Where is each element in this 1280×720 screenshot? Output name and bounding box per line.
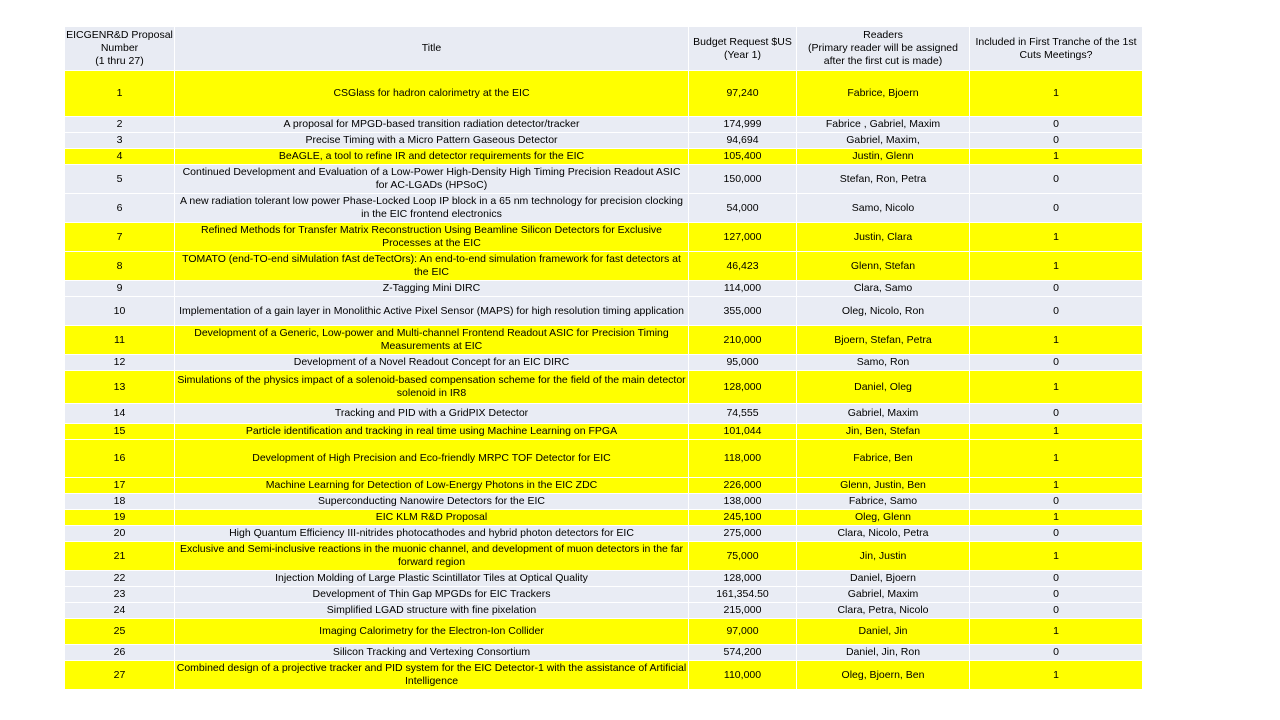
included-first-tranche-cell: 0 bbox=[970, 526, 1143, 542]
readers-cell: Gabriel, Maxim bbox=[797, 587, 970, 603]
budget-request-cell: 127,000 bbox=[689, 223, 797, 252]
table-row bbox=[65, 603, 1143, 619]
readers-cell: Gabriel, Maxim, bbox=[797, 133, 970, 149]
included-first-tranche-cell: 0 bbox=[970, 494, 1143, 510]
budget-request-cell: 118,000 bbox=[689, 440, 797, 478]
budget-request-cell: 210,000 bbox=[689, 326, 797, 355]
readers-cell: Fabrice, Samo bbox=[797, 494, 970, 510]
header-title: Title bbox=[175, 27, 689, 71]
table-row bbox=[65, 542, 1143, 571]
proposal-number-cell: 14 bbox=[65, 404, 175, 424]
proposal-number-cell: 24 bbox=[65, 603, 175, 619]
included-first-tranche-cell: 0 bbox=[970, 165, 1143, 194]
proposal-title-cell: Development of Thin Gap MPGDs for EIC Trackers bbox=[175, 587, 689, 603]
budget-request-cell: 46,423 bbox=[689, 252, 797, 281]
readers-cell: Fabrice , Gabriel, Maxim bbox=[797, 117, 970, 133]
proposal-number-cell: 10 bbox=[65, 297, 175, 326]
readers-cell: Daniel, Bjoern bbox=[797, 571, 970, 587]
proposal-title-cell: Injection Molding of Large Plastic Scintillator Tiles at Optical Quality bbox=[175, 571, 689, 587]
header-budget: Budget Request $US (Year 1) bbox=[689, 27, 797, 71]
table-row bbox=[65, 165, 1143, 194]
proposal-title-cell: Development of a Novel Readout Concept for an EIC DIRC bbox=[175, 355, 689, 371]
budget-request-cell: 97,000 bbox=[689, 619, 797, 645]
included-first-tranche-cell: 0 bbox=[970, 603, 1143, 619]
proposal-number-cell: 11 bbox=[65, 326, 175, 355]
proposal-title-cell: Implementation of a gain layer in Monolithic Active Pixel Sensor (MAPS) for high resolution timing application bbox=[175, 297, 689, 326]
budget-request-cell: 110,000 bbox=[689, 661, 797, 690]
budget-request-cell: 101,044 bbox=[689, 424, 797, 440]
included-first-tranche-cell: 1 bbox=[970, 252, 1143, 281]
table-row bbox=[65, 587, 1143, 603]
header-row bbox=[65, 27, 1143, 71]
table-row bbox=[65, 424, 1143, 440]
included-first-tranche-cell: 1 bbox=[970, 223, 1143, 252]
budget-request-cell: 226,000 bbox=[689, 478, 797, 494]
table-row bbox=[65, 494, 1143, 510]
readers-cell: Samo, Ron bbox=[797, 355, 970, 371]
table-row bbox=[65, 297, 1143, 326]
table-row bbox=[65, 371, 1143, 404]
header-included: Included in First Tranche of the 1st Cuts Meetings? bbox=[970, 27, 1143, 71]
table-row bbox=[65, 478, 1143, 494]
header-readers: Readers (Primary reader will be assigned after the first cut is made) bbox=[797, 27, 970, 71]
proposal-title-cell: Exclusive and Semi-inclusive reactions in the muonic channel, and development of muon detectors in the far forward region bbox=[175, 542, 689, 571]
readers-cell: Oleg, Glenn bbox=[797, 510, 970, 526]
readers-cell: Daniel, Jin, Ron bbox=[797, 645, 970, 661]
proposal-number-cell: 7 bbox=[65, 223, 175, 252]
readers-cell: Fabrice, Bjoern bbox=[797, 71, 970, 117]
readers-cell: Fabrice, Ben bbox=[797, 440, 970, 478]
proposal-number-cell: 8 bbox=[65, 252, 175, 281]
proposal-number-cell: 27 bbox=[65, 661, 175, 690]
proposal-number-cell: 12 bbox=[65, 355, 175, 371]
proposal-number-cell: 1 bbox=[65, 71, 175, 117]
proposal-title-cell: Z-Tagging Mini DIRC bbox=[175, 281, 689, 297]
budget-request-cell: 355,000 bbox=[689, 297, 797, 326]
proposal-title-cell: Precise Timing with a Micro Pattern Gaseous Detector bbox=[175, 133, 689, 149]
included-first-tranche-cell: 0 bbox=[970, 645, 1143, 661]
proposal-number-cell: 15 bbox=[65, 424, 175, 440]
proposal-number-cell: 21 bbox=[65, 542, 175, 571]
budget-request-cell: 150,000 bbox=[689, 165, 797, 194]
included-first-tranche-cell: 0 bbox=[970, 281, 1143, 297]
proposal-number-cell: 2 bbox=[65, 117, 175, 133]
proposal-title-cell: Simulations of the physics impact of a solenoid-based compensation scheme for the field of the main detector solenoid in IR8 bbox=[175, 371, 689, 404]
table-row bbox=[65, 645, 1143, 661]
proposal-number-cell: 5 bbox=[65, 165, 175, 194]
readers-cell: Glenn, Stefan bbox=[797, 252, 970, 281]
included-first-tranche-cell: 0 bbox=[970, 587, 1143, 603]
budget-request-cell: 275,000 bbox=[689, 526, 797, 542]
proposal-title-cell: Combined design of a projective tracker and PID system for the EIC Detector-1 with the assistance of Artificial Intelligence bbox=[175, 661, 689, 690]
proposal-number-cell: 9 bbox=[65, 281, 175, 297]
budget-request-cell: 114,000 bbox=[689, 281, 797, 297]
readers-cell: Justin, Clara bbox=[797, 223, 970, 252]
included-first-tranche-cell: 1 bbox=[970, 619, 1143, 645]
proposal-title-cell: EIC KLM R&D Proposal bbox=[175, 510, 689, 526]
readers-cell: Oleg, Nicolo, Ron bbox=[797, 297, 970, 326]
proposal-number-cell: 6 bbox=[65, 194, 175, 223]
proposal-title-cell: Development of High Precision and Eco-friendly MRPC TOF Detector for EIC bbox=[175, 440, 689, 478]
readers-cell: Oleg, Bjoern, Ben bbox=[797, 661, 970, 690]
readers-cell: Jin, Ben, Stefan bbox=[797, 424, 970, 440]
included-first-tranche-cell: 0 bbox=[970, 404, 1143, 424]
readers-cell: Jin, Justin bbox=[797, 542, 970, 571]
proposal-title-cell: Refined Methods for Transfer Matrix Reconstruction Using Beamline Silicon Detectors for Exclusive Processes at the EIC bbox=[175, 223, 689, 252]
proposal-title-cell: CSGlass for hadron calorimetry at the EIC bbox=[175, 71, 689, 117]
table-row bbox=[65, 223, 1143, 252]
table-row bbox=[65, 133, 1143, 149]
proposal-title-cell: BeAGLE, a tool to refine IR and detector requirements for the EIC bbox=[175, 149, 689, 165]
included-first-tranche-cell: 0 bbox=[970, 133, 1143, 149]
table-row bbox=[65, 619, 1143, 645]
budget-request-cell: 128,000 bbox=[689, 371, 797, 404]
budget-request-cell: 74,555 bbox=[689, 404, 797, 424]
readers-cell: Samo, Nicolo bbox=[797, 194, 970, 223]
readers-cell: Clara, Petra, Nicolo bbox=[797, 603, 970, 619]
header-proposal-number: EICGENR&D Proposal Number (1 thru 27) bbox=[65, 27, 175, 71]
budget-request-cell: 95,000 bbox=[689, 355, 797, 371]
proposal-number-cell: 13 bbox=[65, 371, 175, 404]
proposal-title-cell: Simplified LGAD structure with fine pixelation bbox=[175, 603, 689, 619]
table-row bbox=[65, 510, 1143, 526]
proposal-number-cell: 19 bbox=[65, 510, 175, 526]
proposal-title-cell: Particle identification and tracking in real time using Machine Learning on FPGA bbox=[175, 424, 689, 440]
proposal-number-cell: 25 bbox=[65, 619, 175, 645]
budget-request-cell: 245,100 bbox=[689, 510, 797, 526]
included-first-tranche-cell: 1 bbox=[970, 510, 1143, 526]
proposal-title-cell: Imaging Calorimetry for the Electron-Ion Collider bbox=[175, 619, 689, 645]
budget-request-cell: 174,999 bbox=[689, 117, 797, 133]
budget-request-cell: 138,000 bbox=[689, 494, 797, 510]
readers-cell: Stefan, Ron, Petra bbox=[797, 165, 970, 194]
included-first-tranche-cell: 1 bbox=[970, 661, 1143, 690]
readers-cell: Gabriel, Maxim bbox=[797, 404, 970, 424]
proposal-number-cell: 4 bbox=[65, 149, 175, 165]
proposal-title-cell: A proposal for MPGD-based transition radiation detector/tracker bbox=[175, 117, 689, 133]
included-first-tranche-cell: 0 bbox=[970, 297, 1143, 326]
proposal-title-cell: Superconducting Nanowire Detectors for the EIC bbox=[175, 494, 689, 510]
proposal-title-cell: TOMATO (end-TO-end siMulation fAst deTectOrs): An end-to-end simulation framework for fast detectors at the EIC bbox=[175, 252, 689, 281]
included-first-tranche-cell: 1 bbox=[970, 149, 1143, 165]
budget-request-cell: 128,000 bbox=[689, 571, 797, 587]
readers-cell: Bjoern, Stefan, Petra bbox=[797, 326, 970, 355]
table-row bbox=[65, 326, 1143, 355]
budget-request-cell: 105,400 bbox=[689, 149, 797, 165]
readers-cell: Justin, Glenn bbox=[797, 149, 970, 165]
included-first-tranche-cell: 0 bbox=[970, 117, 1143, 133]
included-first-tranche-cell: 0 bbox=[970, 571, 1143, 587]
table-row bbox=[65, 661, 1143, 690]
included-first-tranche-cell: 1 bbox=[970, 542, 1143, 571]
proposal-title-cell: Machine Learning for Detection of Low-Energy Photons in the EIC ZDC bbox=[175, 478, 689, 494]
table-row bbox=[65, 440, 1143, 478]
budget-request-cell: 54,000 bbox=[689, 194, 797, 223]
proposal-title-cell: Silicon Tracking and Vertexing Consortium bbox=[175, 645, 689, 661]
table-row bbox=[65, 355, 1143, 371]
included-first-tranche-cell: 1 bbox=[970, 326, 1143, 355]
proposal-title-cell: Continued Development and Evaluation of a Low-Power High-Density High Timing Precision Readout ASIC for AC-LGADs (HPSoC) bbox=[175, 165, 689, 194]
table-row bbox=[65, 149, 1143, 165]
table-row bbox=[65, 526, 1143, 542]
included-first-tranche-cell: 0 bbox=[970, 194, 1143, 223]
included-first-tranche-cell: 0 bbox=[970, 355, 1143, 371]
budget-request-cell: 215,000 bbox=[689, 603, 797, 619]
table-row bbox=[65, 404, 1143, 424]
table-row bbox=[65, 117, 1143, 133]
included-first-tranche-cell: 1 bbox=[970, 440, 1143, 478]
proposal-number-cell: 20 bbox=[65, 526, 175, 542]
proposal-title-cell: Tracking and PID with a GridPIX Detector bbox=[175, 404, 689, 424]
table-row bbox=[65, 71, 1143, 117]
budget-request-cell: 94,694 bbox=[689, 133, 797, 149]
budget-request-cell: 75,000 bbox=[689, 542, 797, 571]
readers-cell: Clara, Samo bbox=[797, 281, 970, 297]
table-row bbox=[65, 571, 1143, 587]
readers-cell: Daniel, Jin bbox=[797, 619, 970, 645]
proposal-number-cell: 23 bbox=[65, 587, 175, 603]
proposal-title-cell: A new radiation tolerant low power Phase-Locked Loop IP block in a 65 nm technology for precision clocking in the EIC frontend electronics bbox=[175, 194, 689, 223]
table-row bbox=[65, 252, 1143, 281]
included-first-tranche-cell: 1 bbox=[970, 71, 1143, 117]
budget-request-cell: 161,354.50 bbox=[689, 587, 797, 603]
proposal-title-cell: High Quantum Efficiency III-nitrides photocathodes and hybrid photon detectors for EIC bbox=[175, 526, 689, 542]
table-row bbox=[65, 281, 1143, 297]
readers-cell: Clara, Nicolo, Petra bbox=[797, 526, 970, 542]
proposal-number-cell: 22 bbox=[65, 571, 175, 587]
proposal-number-cell: 3 bbox=[65, 133, 175, 149]
budget-request-cell: 97,240 bbox=[689, 71, 797, 117]
readers-cell: Daniel, Oleg bbox=[797, 371, 970, 404]
proposal-number-cell: 18 bbox=[65, 494, 175, 510]
proposal-number-cell: 16 bbox=[65, 440, 175, 478]
table-row bbox=[65, 194, 1143, 223]
readers-cell: Glenn, Justin, Ben bbox=[797, 478, 970, 494]
proposal-number-cell: 17 bbox=[65, 478, 175, 494]
proposal-number-cell: 26 bbox=[65, 645, 175, 661]
included-first-tranche-cell: 1 bbox=[970, 478, 1143, 494]
included-first-tranche-cell: 1 bbox=[970, 371, 1143, 404]
proposal-title-cell: Development of a Generic, Low-power and Multi-channel Frontend Readout ASIC for Precision Timing Measurements at EIC bbox=[175, 326, 689, 355]
included-first-tranche-cell: 1 bbox=[970, 424, 1143, 440]
proposals-table bbox=[64, 26, 1143, 690]
table-body bbox=[65, 71, 1143, 690]
budget-request-cell: 574,200 bbox=[689, 645, 797, 661]
